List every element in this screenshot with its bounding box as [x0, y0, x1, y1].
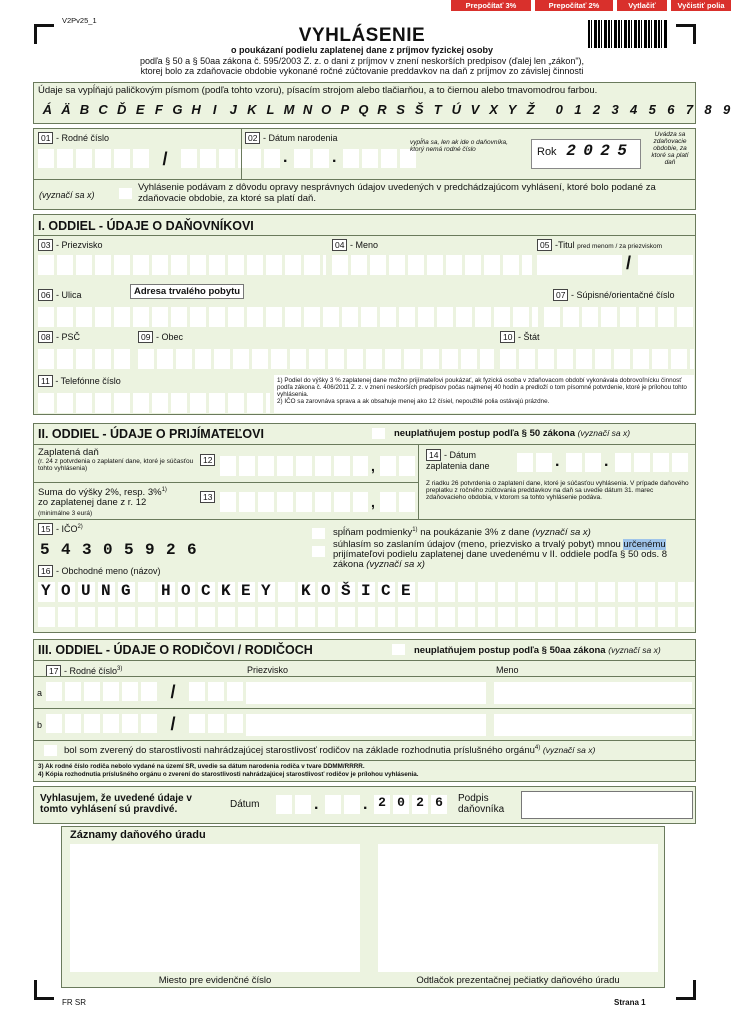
title-after-input[interactable] [638, 255, 693, 275]
year-value[interactable]: 2 0 2 5 [566, 142, 627, 160]
sum-label: Suma do výšky 2%, resp. 3%$^{1)}$ zo zaplatenej dane z r. 12 (minimálne 3 eurá) [38, 487, 167, 518]
field-number: 16 [38, 565, 53, 577]
guardianship-label: bol som zverený do starostlivosti nahrádzajúcej starostlivosť rodičov na základe rozhodnutia príslušného orgánu$^{4)}$ (vyznačí sa x) [64, 745, 596, 757]
house-number-label: - Súpisné/orientačné číslo [568, 290, 675, 300]
ico-input[interactable]: 5 4 3 0 5 9 2 6 [40, 541, 197, 559]
corner-mark [676, 980, 696, 1000]
paid-tax-label: Zaplatená daň [38, 447, 99, 458]
signature-field[interactable] [521, 791, 693, 819]
parent-a-surname-input[interactable] [246, 682, 486, 704]
footnotes-iii [38, 763, 419, 778]
year-label: Rok [537, 146, 557, 158]
print-button[interactable]: Vytlačiť [617, 0, 667, 11]
field-number: 03 [38, 239, 53, 251]
stamp-box [378, 844, 658, 972]
page-number: Strana 1 [614, 998, 646, 1007]
surname-input[interactable] [38, 255, 326, 275]
birth-date-note: vypĺňa sa, len ak ide o daňovníka, ktorý nemá rodné číslo [410, 139, 508, 153]
no-50aa-checkbox[interactable] [392, 644, 405, 655]
field-number: 13 [200, 491, 215, 503]
field-number: 10 [500, 331, 515, 343]
field-number: 14 [426, 449, 441, 461]
footer-left: FR SR [62, 998, 86, 1007]
org-name-value: Y O U N G H O C K E Y K O Š I C E [41, 582, 411, 600]
parent-b-name-input[interactable] [494, 714, 692, 736]
guardianship-checkbox[interactable] [44, 745, 57, 756]
parent-name-label: Meno [496, 665, 519, 675]
postal-code-input[interactable] [38, 349, 132, 369]
correction-text: Vyhlásenie podávam z dôvodu opravy nesprávnych údajov uvedených v predchádzajúcom vyhlásení, ktoré bolo podané za zdaňovacie obdobie, za ktoré sa platí daň. [138, 182, 656, 204]
payment-date-note: Z riadku 26 potvrdenia o zaplatení dane, ktoré je súčasťou vyhlásenia. V prípade daňového preplatku z ročného zúčtovania preddavkov na daň sa uvedie dátum 31. marec zdaňovacieho obdobia, v ktorom sa tohto vyhlásenie podáva. [426, 480, 689, 501]
field-number: 11 [38, 375, 53, 387]
org-name-label: - Obchodné meno (názov) [53, 566, 161, 576]
section-i-heading: I. ODDIEL - ÚDAJE O DAŇOVNÍKOVI [38, 219, 254, 233]
paid-tax-input[interactable] [220, 456, 368, 476]
footnote-1: 1) Podiel do výšky 3 % zaplatenej dane možno prijímateľovi poukázať, ak fyzická osoba v zdaňovacom období vykonávala dobrovoľnícku činnosť podľa zákona č. 406/2011 Z. z. v znení neskorších predpisov počas najmenej 40 hodín a predloží o tom písomné potvrdenie, ktoré je prílohou tohto vyhlásenia. [277, 377, 687, 398]
paid-tax-note: (r. 24 z potvrdenia o zaplatení dane, ktoré je súčasťou tohto vyhlásenia) [38, 458, 194, 472]
sum-cents-input[interactable] [380, 492, 415, 512]
id-section [33, 128, 696, 210]
recalc-2-button[interactable]: Prepočítať 2% [535, 0, 613, 11]
declaration-text: Vyhlasujem, že uvedené údaje v tomto vyhlásení sú pravdivé. [40, 793, 192, 815]
house-number-input[interactable] [544, 307, 694, 327]
registration-label: Miesto pre evidenčné číslo [158, 975, 272, 986]
parent-a-birth-number-input[interactable]: / [46, 682, 262, 703]
first-name-input[interactable] [332, 255, 532, 275]
postal-code-label: - PSČ [53, 332, 80, 342]
parent-a-name-input[interactable] [494, 682, 692, 704]
section-ii-heading: II. ODDIEL - ÚDAJE O PRIJÍMATEĽOVI [38, 427, 264, 441]
instructions-text: Údaje sa vypĺňajú paličkovým písmom (podľa tohto vzoru), písacím strojom alebo tlačiarňou, a to čiernou alebo tmavomodrou farbou. [38, 85, 598, 96]
org-name-input-2[interactable] [38, 607, 694, 627]
city-label: - Obec [153, 332, 183, 342]
clear-fields-button[interactable]: Vyčistiť polia [671, 0, 731, 11]
digit-sample: 0 1 2 3 4 5 6 7 8 9 [555, 102, 731, 117]
payment-date-label: - Dátum zaplatenia dane [426, 450, 490, 471]
registration-box [70, 844, 360, 972]
parent-surname-label: Priezvisko [247, 665, 289, 675]
address-heading: Adresa trvalého pobytu [130, 284, 244, 299]
field-number: 06 [38, 289, 53, 301]
subtitle: o poukázaní podielu zaplatenej dane z príjmov fyzickej osoby [230, 45, 494, 55]
field-number: 07 [553, 289, 568, 301]
consent-checkbox[interactable] [312, 546, 325, 557]
consent-label: súhlasím so zaslaním údajov (meno, priezvisko a trvalý pobyt) mnou určenému prijímateľovi podielu zaplatenej dane uvedenému v II. oddiele podľa § 50 ods. 8 zákona (vyznačí sa x) [333, 539, 668, 570]
section-iii-heading: III. ODDIEL - ÚDAJE O RODIČOVI / RODIČOCH [38, 643, 313, 657]
stamp-label: Odtlačok prezentačnej pečiatky daňového úradu [416, 975, 620, 986]
barcode [588, 20, 668, 48]
office-records [61, 826, 665, 988]
title-label: -Titul [552, 240, 575, 250]
no-50-checkbox[interactable] [372, 428, 385, 439]
footnotes-box [274, 375, 694, 413]
instructions-section [33, 82, 731, 124]
country-label: - Štát [515, 332, 540, 342]
street-input[interactable] [38, 307, 538, 327]
field-number: 05 [537, 239, 552, 251]
office-records-title: Záznamy daňového úradu [70, 829, 206, 841]
parent-b-surname-input[interactable] [246, 714, 486, 736]
country-input[interactable] [500, 349, 694, 369]
field-number: 04 [332, 239, 347, 251]
correction-checkbox[interactable] [119, 188, 132, 199]
no-50aa-label: neuplatňujem postup podľa § 50aa zákona (vyznačí sa x) [414, 645, 661, 656]
section-ii: II. ODDIEL - ÚDAJE O PRIJÍMATEĽOVI neuplatňujem postup podľa § 50 zákona (vyznačí sa x) Zaplatená daň (r. 24 z potvrdenia o zaplatení dane, ktoré je súčasťou tohto vyhlásenia) 12 , Suma do výšky 2%, resp. 3%$^{1)}$ zo zaplatenej dane z r. 12 (minimálne 3 eurá) 13 , 14 - Dátum zaplatenia dane . . Z riadku 26 potvrdenia o zaplatení dane, ktoré je súčasťou vyhlásenia. V prípade daňového preplatku z ročného zúčtovania preddavkov na daň sa uvedie dátum 31. marec zdaňovacieho obdobia, v ktorom sa tohto vyhlásenie podáva. 15 - IČO$^{2)}$ 5 4 3 0 5 9 2 6 spĺňam podmienky$^{1)}$ na poukázanie 3% z dane (vyznačí sa x) súhlasím so zaslaním údajov (meno, priezvisko a trvalý pobyt) mnou určenému prijímateľovi podielu zaplatenej dane uvedenému v II. oddiele podľa § 50 ods. 8 zákona (vyznačí sa x) 16 - Obchodné meno (názov) Y O U N G H O C K E Y K O Š I C E [33, 423, 696, 633]
footnote-3: 3) Ak rodné číslo rodiča nebolo vydané na území SR, uvedie sa dátum narodenia rodiča v tvare DDMM/RRRR. [38, 763, 365, 770]
field-number: 08 [38, 331, 53, 343]
sign-date-input[interactable]: . . 2 0 2 6 [276, 795, 447, 814]
date-label: Dátum [230, 799, 260, 810]
alphabet-sample: Á Ä B C Ď E F G H I J K L M N O P Q R S Š T Ú V X Y Ž [42, 102, 535, 117]
corner-mark [34, 980, 54, 1000]
birth-number-label: - Rodné číslo [53, 133, 109, 143]
conditions-checkbox[interactable] [312, 528, 325, 539]
phone-label: - Telefónne číslo [52, 376, 121, 386]
declaration-section [33, 786, 696, 824]
row-a-label: a [37, 688, 43, 698]
paid-tax-cents-input[interactable] [380, 456, 415, 476]
subtitle: ktorej bolo za zdaňovacie obdobie vykonané ročné zúčtovanie preddavkov na daň z príjmov zo závislej činnosti [140, 66, 584, 76]
field-number: 09 [138, 331, 153, 343]
birth-number-input[interactable]: / [38, 149, 254, 170]
ico-label: - IČO [53, 524, 78, 534]
year-note: Uvádza sa zdaňovacie obdobie, za ktoré sa platí daň [651, 131, 689, 166]
sum-input[interactable] [220, 492, 368, 512]
form-code: V2Pv25_1 [62, 16, 97, 25]
section-i: I. ODDIEL - ÚDAJE O DAŇOVNÍKOVI 03 - Priezvisko 04 - Meno 05 -Titul pred menom / za priezviskom / 06 - Ulica Adresa trvalého pobytu 07 - Súpisné/orientačné číslo 08 - PSČ 09 - Obec 10 - Štát 11 - Telefónne číslo 1) Podiel do výšky 3 % zaplatenej dane možno prijímateľovi poukázať, ak fyzická osoba v zdaňovacom období vykonávala dobrovoľnícku činnosť podľa zákona č. 406/2011 Z. z. v znení neskorších predpisov počas najmenej 40 hodín a predloží o tom písomné potvrdenie, ktoré je prílohou tohto vyhlásenia. 2) IČO sa zarovnáva sprava a ak obsahuje menej ako 12 čísiel, nepoužité polia ostávajú prázdne. [33, 214, 696, 415]
payment-date-input[interactable]: . . [517, 453, 688, 472]
field-number: 15 [38, 523, 53, 535]
phone-input[interactable] [38, 393, 270, 413]
section-iii: III. ODDIEL - ÚDAJE O RODIČOVI / RODIČOCH neuplatňujem postup podľa § 50aa zákona (vyznačí sa x) 17 - Rodné číslo$^{3)}$ Priezvisko Meno a / b / bol som zverený do starostlivosti nahrádzajúcej starostlivosť rodičov na základe rozhodnutia príslušného orgánu$^{4)}$ (vyznačí sa x) 3) Ak rodné číslo rodiča nebolo vydané na území SR, uvedie sa dátum narodenia rodiča v tvare DDMM/RRRR. 4) Kópia rozhodnutia príslušného orgánu o zverení do starostlivosti nahrádzajúcej starostlivosť rodičov je prílohou vyhlásenia. [33, 639, 696, 782]
conditions-label: spĺňam podmienky$^{1)}$ na poukázanie 3% z dane (vyznačí sa x) [333, 527, 591, 539]
page-title: VYHLÁSENIE [298, 25, 426, 46]
surname-label: - Priezvisko [53, 240, 103, 250]
correction-mark-hint: (vyznačí sa x) [39, 190, 95, 200]
field-number: 12 [200, 454, 215, 466]
signature-label: Podpis daňovníka [458, 793, 505, 815]
field-number: 01 [38, 132, 53, 144]
footnote-2: 2) IČO sa zarovnáva sprava a ak obsahuje menej ako 12 čísiel, nepoužité polia ostávajú prázdne. [277, 398, 550, 405]
field-number: 17 [46, 665, 61, 677]
footnote-4: 4) Kópia rozhodnutia príslušného orgánu o zverení do starostlivosti nahrádzajúcej starostlivosť rodičov je prílohou vyhlásenia. [38, 770, 419, 778]
subtitle: podľa § 50 a § 50aa zákona č. 595/2003 Z. z. o dani z príjmov v znení neskorších predpisov (ďalej len „zákon"), [139, 56, 585, 66]
birth-date-label: - Dátum narodenia [260, 133, 338, 143]
birth-date-input[interactable]: . . [245, 149, 416, 168]
field-number: 02 [245, 132, 260, 144]
title-before-input[interactable] [537, 255, 622, 275]
parent-b-birth-number-input[interactable]: / [46, 714, 262, 735]
street-label: - Ulica [53, 290, 82, 300]
parent-birth-number-label: - Rodné číslo [61, 666, 117, 676]
no-50-label: neuplatňujem postup podľa § 50 zákona (vyznačí sa x) [394, 428, 631, 439]
city-input[interactable] [138, 349, 494, 369]
recalc-3-button[interactable]: Prepočítať 3% [451, 0, 531, 11]
first-name-label: - Meno [347, 240, 378, 250]
row-b-label: b [37, 720, 43, 730]
title-note: pred menom / za priezviskom [577, 243, 663, 250]
